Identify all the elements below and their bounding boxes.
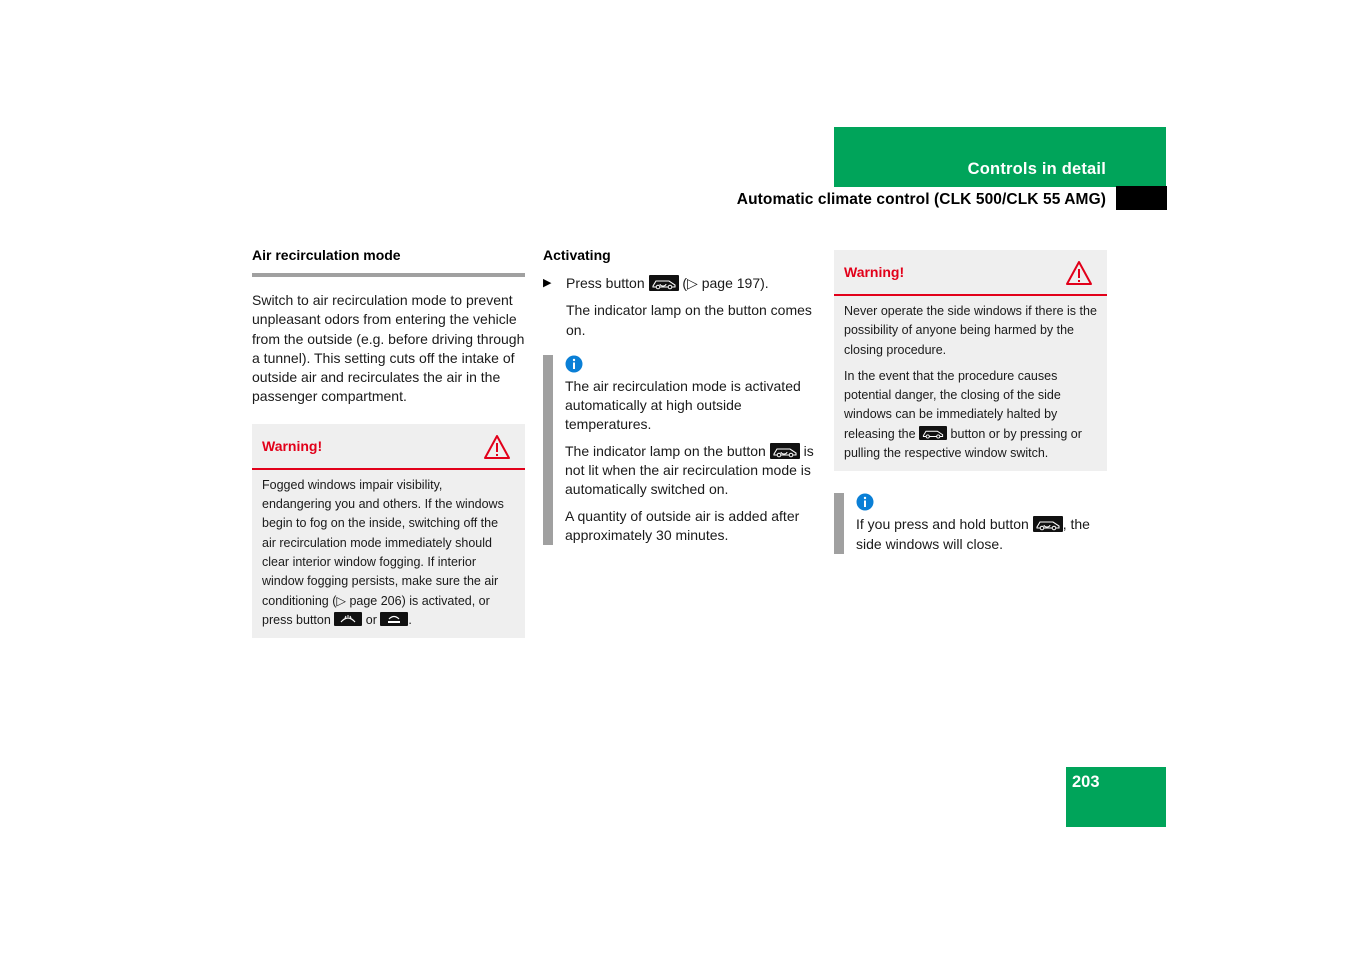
info-box-recirculation — [543, 355, 816, 545]
heading-air-recirculation: Air recirculation mode — [252, 247, 401, 263]
warning-paragraph-2-after: button or by pressing or pulling the respective window switch. — [844, 426, 1082, 461]
page-subtitle: Automatic climate control (CLK 500/CLK 55 AMG) — [736, 191, 1106, 208]
recirculation-button-icon — [919, 426, 947, 440]
front-defrost-button-icon — [380, 612, 408, 626]
info-icon — [565, 355, 583, 373]
recirculation-button-icon — [649, 275, 679, 291]
warning-text-end: . — [408, 612, 412, 627]
info-paragraph — [856, 515, 1107, 554]
defrost-button-icon — [334, 612, 362, 626]
step-item — [543, 274, 816, 293]
page-number: 203 — [1072, 773, 1100, 791]
section-tab — [834, 127, 1166, 187]
warning-title: Warning! — [844, 264, 905, 280]
warning-header — [252, 424, 525, 470]
info-bar — [834, 493, 844, 554]
heading-rule — [252, 273, 525, 277]
step-text-before: Press button — [566, 275, 645, 291]
warning-paragraph-2-before: In the event that the procedure causes potential danger, the closing of the side windows can be immediately halted by releasing the — [844, 368, 1061, 441]
info-paragraph-2 — [565, 442, 816, 500]
section-title: Controls in detail — [967, 160, 1106, 178]
warning-body — [834, 296, 1107, 471]
warning-paragraph-2 — [844, 367, 1097, 463]
warning-body — [252, 470, 525, 638]
warning-title: Warning! — [262, 437, 323, 454]
warning-text-or: or — [365, 612, 377, 627]
warning-triangle-icon — [1065, 260, 1093, 286]
info-bar — [543, 355, 553, 545]
heading-activating: Activating — [543, 247, 611, 263]
header-marker-block — [1116, 186, 1167, 210]
warning-text: Fogged windows impair visibility, endangering you and others. If the windows begin to fog on the inside, switching off the air recirculation mode immediately should clear interior window fogging. If interior window fogging persists, make sure the air conditioning (▷ page 206) is activated, or press button — [262, 477, 504, 627]
info-text-after: , the side windows will close. — [856, 516, 1090, 552]
warning-paragraph-1: Never operate the side windows if there is the possibility of anyone being harmed by the closing procedure. — [844, 304, 1097, 357]
step-text — [566, 274, 769, 293]
column-middle — [543, 246, 816, 545]
info-text-before: If you press and hold button — [856, 516, 1029, 533]
info-paragraph-2-before: The indicator lamp on the button — [565, 442, 766, 459]
page-number-tab — [1066, 767, 1166, 827]
bullet-arrow-icon: ▶ — [543, 277, 552, 289]
step-result: The indicator lamp on the button comes on. — [566, 302, 812, 338]
info-paragraph-1: The air recirculation mode is activated automatically at high outside temperatures. — [565, 377, 801, 433]
intro-paragraph: Switch to air recirculation mode to prevent unpleasant odors from entering the vehicle from the outside (e.g. before driving through a tunnel). This setting cuts off the intake of outside air and recirculates the air in the passenger compartment. — [252, 292, 525, 405]
column-right — [834, 250, 1107, 554]
info-box-close-windows — [834, 493, 1107, 554]
warning-box-fogging — [252, 424, 525, 638]
recirculation-button-icon — [1033, 516, 1063, 532]
column-left — [252, 246, 525, 638]
warning-box-windows — [834, 250, 1107, 471]
step-text-after: (▷ page 197). — [682, 275, 769, 291]
info-paragraph-3: A quantity of outside air is added after approximately 30 minutes. — [565, 507, 800, 543]
info-icon — [856, 493, 874, 511]
info-paragraph-2-after: is not lit when the air recirculation mode is automatically switched on. — [565, 442, 814, 498]
warning-header — [834, 250, 1107, 296]
warning-triangle-icon — [483, 434, 511, 460]
recirculation-button-icon — [770, 443, 800, 459]
